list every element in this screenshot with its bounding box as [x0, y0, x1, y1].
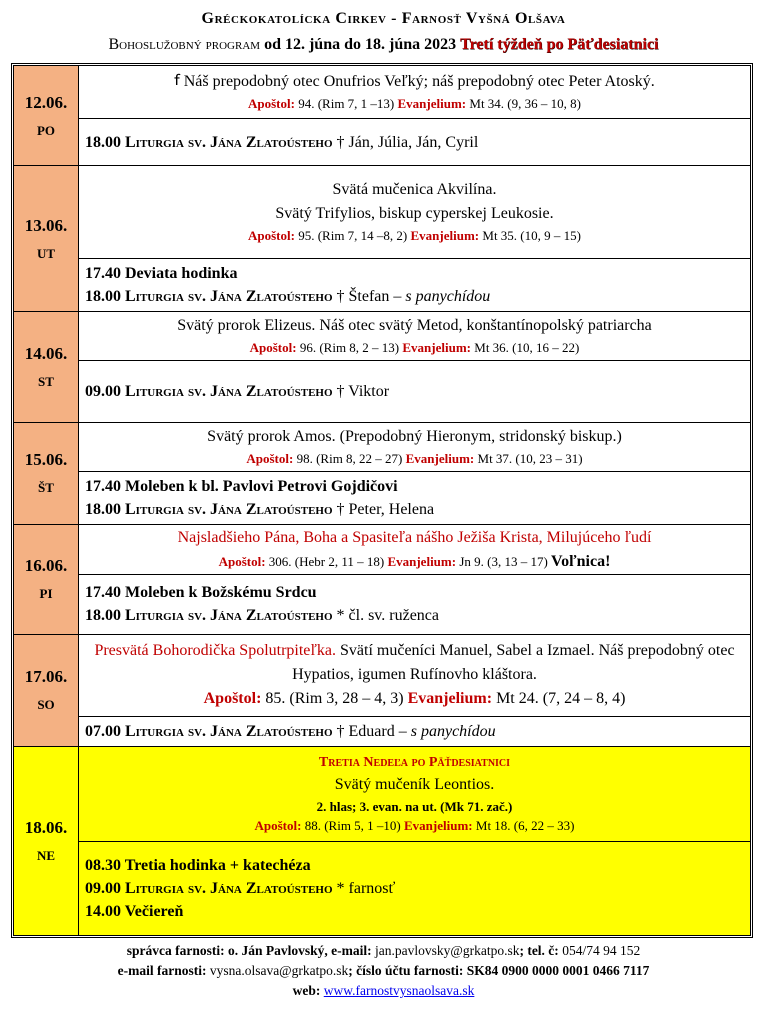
apostol-label: Apoštol:: [248, 228, 295, 244]
service-time: 18.00: [85, 607, 121, 625]
parish-email[interactable]: vysna.olsava@grkatpo.sk: [209, 963, 349, 978]
day-date: 16.06.: [24, 556, 68, 576]
evanjelium-reading: Jn 9. (3, 13 – 17): [459, 553, 548, 569]
service-time: 07.00: [85, 722, 121, 740]
evanjelium-label: Evanjelium:: [404, 818, 473, 834]
service-intention: * farnosť: [332, 879, 396, 897]
service-item: [85, 262, 744, 285]
service-time: 08.30: [85, 856, 121, 874]
apostol-reading: 96. (Rim 8, 2 – 13): [299, 340, 400, 356]
evanjelium-label: Evanjelium:: [397, 96, 467, 112]
feast-red-prefix: Presvätá Bohorodička Spolutrpiteľka.: [94, 642, 336, 660]
parish-title: [0, 10, 767, 28]
program-subtitle: [0, 36, 767, 54]
sunday-title: Tretia Nedeľa po Päťdesiatnici: [318, 754, 511, 770]
services-cell: [79, 841, 751, 935]
day-weekday: UT: [36, 245, 56, 261]
day-cell: [14, 747, 79, 936]
feast-name: ꬵ Náš prepodobný otec Onufrios Veľký; náš prepodobný otec Peter Atoský.: [174, 73, 655, 91]
apostol-reading: 88. (Rim 5, 1 –10): [304, 818, 401, 834]
day-feast-row: [14, 311, 751, 360]
service-time: 09.00: [85, 382, 121, 400]
apostol-reading: 95. (Rim 7, 14 –8, 2): [298, 228, 408, 244]
service-item: [85, 877, 744, 900]
service-title: Liturgia sv. Jána Zlatoústeho: [125, 382, 333, 400]
service-item: [85, 131, 744, 154]
phone-number: 054/74 94 152: [562, 943, 641, 958]
day-weekday: NE: [36, 848, 56, 864]
web-label: web:: [292, 983, 324, 998]
day-weekday: PO: [36, 122, 56, 138]
footer-line-admin: [0, 941, 767, 961]
fast-free-note: Voľnica!: [551, 552, 611, 570]
title-separator: -: [386, 10, 402, 27]
day-weekday: PI: [39, 586, 53, 602]
evanjelium-reading: Mt 36. (10, 16 – 22): [474, 340, 580, 356]
feast-name: Svätý prorok Amos. (Prepodobný Hieronym, stridonský biskup.): [207, 427, 622, 445]
service-time: 14.00: [85, 902, 121, 920]
apostol-reading: 306. (Hebr 2, 11 – 18): [268, 553, 385, 569]
feast-cell: [79, 634, 751, 716]
feast-cell: [79, 311, 751, 360]
service-intention: † Eduard –: [332, 722, 411, 740]
readings-line: [85, 550, 744, 574]
service-intention: * čl. sv. ruženca: [332, 607, 439, 625]
service-title: Deviata hodinka: [125, 264, 238, 282]
services-cell: [79, 258, 751, 311]
service-title: Moleben k bl. Pavlovi Petrovi Gojdičovi: [125, 477, 398, 495]
footer-line-web: [0, 981, 767, 1001]
account-label: ; číslo účtu farnosti:: [348, 963, 467, 978]
feast-cell: [79, 525, 751, 575]
service-item: [85, 604, 744, 627]
day-cell: [14, 634, 79, 747]
service-item: [85, 498, 744, 521]
services-cell: [79, 575, 751, 634]
service-time: 18.00: [85, 287, 121, 305]
day-weekday: SO: [37, 697, 55, 713]
evanjelium-label: Evanjelium:: [405, 450, 475, 466]
service-title: Liturgia sv. Jána Zlatoústeho: [125, 607, 333, 625]
evanjelium-label: Evanjelium:: [407, 690, 493, 708]
readings-line: [85, 94, 744, 114]
service-time: 17.40: [85, 264, 121, 282]
day-weekday: ŠT: [38, 480, 54, 496]
day-date: 12.06.: [24, 92, 68, 112]
apostol-label: Apoštol:: [249, 340, 297, 356]
service-intention: † Štefan –: [332, 287, 406, 305]
service-time: 18.00: [85, 500, 121, 518]
services-cell: [79, 361, 751, 422]
footer-line-contact: [0, 961, 767, 981]
day-cell: [14, 422, 79, 524]
apostol-label: Apoštol:: [218, 553, 266, 569]
service-title: Večiereň: [124, 902, 184, 920]
account-number: SK84 0900 0000 0001 0466 7117: [466, 963, 650, 978]
day-feast-row: [14, 66, 751, 119]
apostol-reading: 94. (Rim 7, 1 –13): [298, 96, 395, 112]
feast-cell: [79, 747, 751, 841]
service-item: [85, 380, 744, 403]
readings-line: [85, 449, 744, 469]
service-time: 18.00: [85, 133, 121, 151]
program-dates: od 12. júna do 18. júna 2023: [264, 36, 457, 53]
apostol-reading: 85. (Rim 3, 28 – 4, 3): [265, 690, 404, 708]
feast-name: Svätý Trifylios, biskup cyperskej Leukosie.: [275, 205, 554, 223]
day-date: 17.06.: [24, 667, 68, 687]
admin-label: správca farnosti: o. Ján Pavlovský, e-mail:: [126, 943, 376, 958]
feast-cell: [79, 422, 751, 471]
tone-line: 2. hlas; 3. evan. na ut. (Mk 71. zač.): [316, 798, 513, 814]
service-note: s panychídou: [410, 722, 496, 740]
service-item: [85, 475, 744, 498]
service-title: Liturgia sv. Jána Zlatoústeho: [125, 287, 333, 305]
service-intention: † Ján, Júlia, Ján, Cyril: [332, 133, 479, 151]
phone-label: ; tel. č:: [519, 943, 563, 958]
service-item: [85, 900, 744, 923]
day-feast-row: [14, 166, 751, 258]
service-title: Moleben k Božskému Srdcu: [125, 584, 317, 602]
feast-name: Svätý prorok Elizeus. Náš otec svätý Metod, konštantínopolský patriarcha: [177, 317, 652, 335]
apostol-label: Apoštol:: [246, 450, 294, 466]
evanjelium-reading: Mt 37. (10, 23 – 31): [477, 450, 583, 466]
evanjelium-label: Evanjelium:: [410, 228, 480, 244]
service-intention: † Viktor: [332, 382, 390, 400]
feast-name: Svätý mučeník Leontios.: [334, 775, 495, 793]
service-title: Tretia hodinka + katechéza: [124, 856, 311, 874]
feast-rest: Svätí mučeníci Manuel, Sabel a Izmael. Náš prepodobný otec Hypatios, igumen Rufínovho kláštora.: [292, 642, 735, 684]
day-services-row: [14, 716, 751, 747]
service-time: 17.40: [85, 584, 121, 602]
evanjelium-label: Evanjelium:: [387, 553, 457, 569]
services-cell: [79, 471, 751, 524]
day-services-row: [14, 361, 751, 422]
service-item: [85, 581, 744, 604]
service-title: Liturgia sv. Jána Zlatoústeho: [125, 500, 333, 518]
day-date: 13.06.: [24, 215, 68, 235]
program-label: Bohoslužobný program: [108, 36, 265, 53]
day-services-row: [14, 575, 751, 634]
apostol-label: Apoštol:: [248, 96, 295, 112]
service-title: Liturgia sv. Jána Zlatoústeho: [125, 722, 333, 740]
feast-name: Najsladšieho Pána, Boha a Spasiteľa nášho Ježiša Krista, Milujúceho ľudí: [177, 528, 652, 546]
parish-name: Farnosť Vyšná Olšava: [401, 10, 566, 27]
apostol-reading: 98. (Rim 8, 22 – 27): [296, 450, 403, 466]
service-item: [85, 720, 744, 743]
evanjelium-reading: Mt 18. (6, 22 – 33): [475, 818, 575, 834]
church-name: Gréckokatolícka Cirkev: [201, 10, 387, 27]
schedule-table: [13, 65, 751, 936]
day-services-row: [14, 119, 751, 166]
readings-line: [85, 816, 744, 836]
day-feast-row: [14, 422, 751, 471]
day-services-row: [14, 258, 751, 311]
readings-line: [85, 338, 744, 358]
day-feast-row: [14, 747, 751, 841]
service-item: [85, 285, 744, 308]
feast-name: Svätá mučenica Akvilína.: [332, 181, 497, 199]
readings-line: [85, 687, 744, 711]
admin-email[interactable]: jan.pavlovsky@grkatpo.sk: [375, 943, 520, 958]
parish-email-label: e-mail farnosti:: [117, 963, 210, 978]
day-feast-row: [14, 525, 751, 575]
feast-name: [85, 639, 744, 687]
week-title: Tretí týždeň po Päťdesiatnici: [460, 36, 659, 53]
feast-cell: [79, 166, 751, 258]
footer: [0, 941, 767, 1001]
readings-line: [85, 226, 744, 246]
apostol-label: Apoštol:: [254, 818, 302, 834]
day-cell: [14, 311, 79, 422]
feast-cell: [79, 66, 751, 119]
service-item: [85, 854, 744, 877]
day-cell: [14, 66, 79, 166]
service-title: Liturgia sv. Jána Zlatoústeho: [125, 133, 333, 151]
day-date: 18.06.: [24, 818, 68, 838]
day-services-row: [14, 471, 751, 524]
day-cell: [14, 166, 79, 312]
services-cell: [79, 119, 751, 166]
evanjelium-reading: Mt 24. (7, 24 – 8, 4): [496, 690, 626, 708]
website-link[interactable]: www.farnostvysnaolsava.sk: [323, 983, 475, 998]
service-title: Liturgia sv. Jána Zlatoústeho: [125, 879, 333, 897]
evanjelium-reading: Mt 34. (9, 36 – 10, 8): [469, 96, 581, 112]
day-cell: [14, 525, 79, 635]
services-cell: [79, 716, 751, 747]
evanjelium-reading: Mt 35. (10, 9 – 15): [482, 228, 581, 244]
service-intention: † Peter, Helena: [332, 500, 435, 518]
evanjelium-label: Evanjelium:: [402, 340, 472, 356]
service-time: 09.00: [85, 879, 121, 897]
day-services-row: [14, 841, 751, 935]
day-date: 14.06.: [24, 343, 68, 363]
day-date: 15.06.: [24, 450, 68, 470]
day-feast-row: [14, 634, 751, 716]
day-weekday: ST: [38, 373, 54, 389]
service-time: 17.40: [85, 477, 121, 495]
apostol-label: Apoštol:: [203, 690, 262, 708]
service-note: s panychídou: [405, 287, 491, 305]
